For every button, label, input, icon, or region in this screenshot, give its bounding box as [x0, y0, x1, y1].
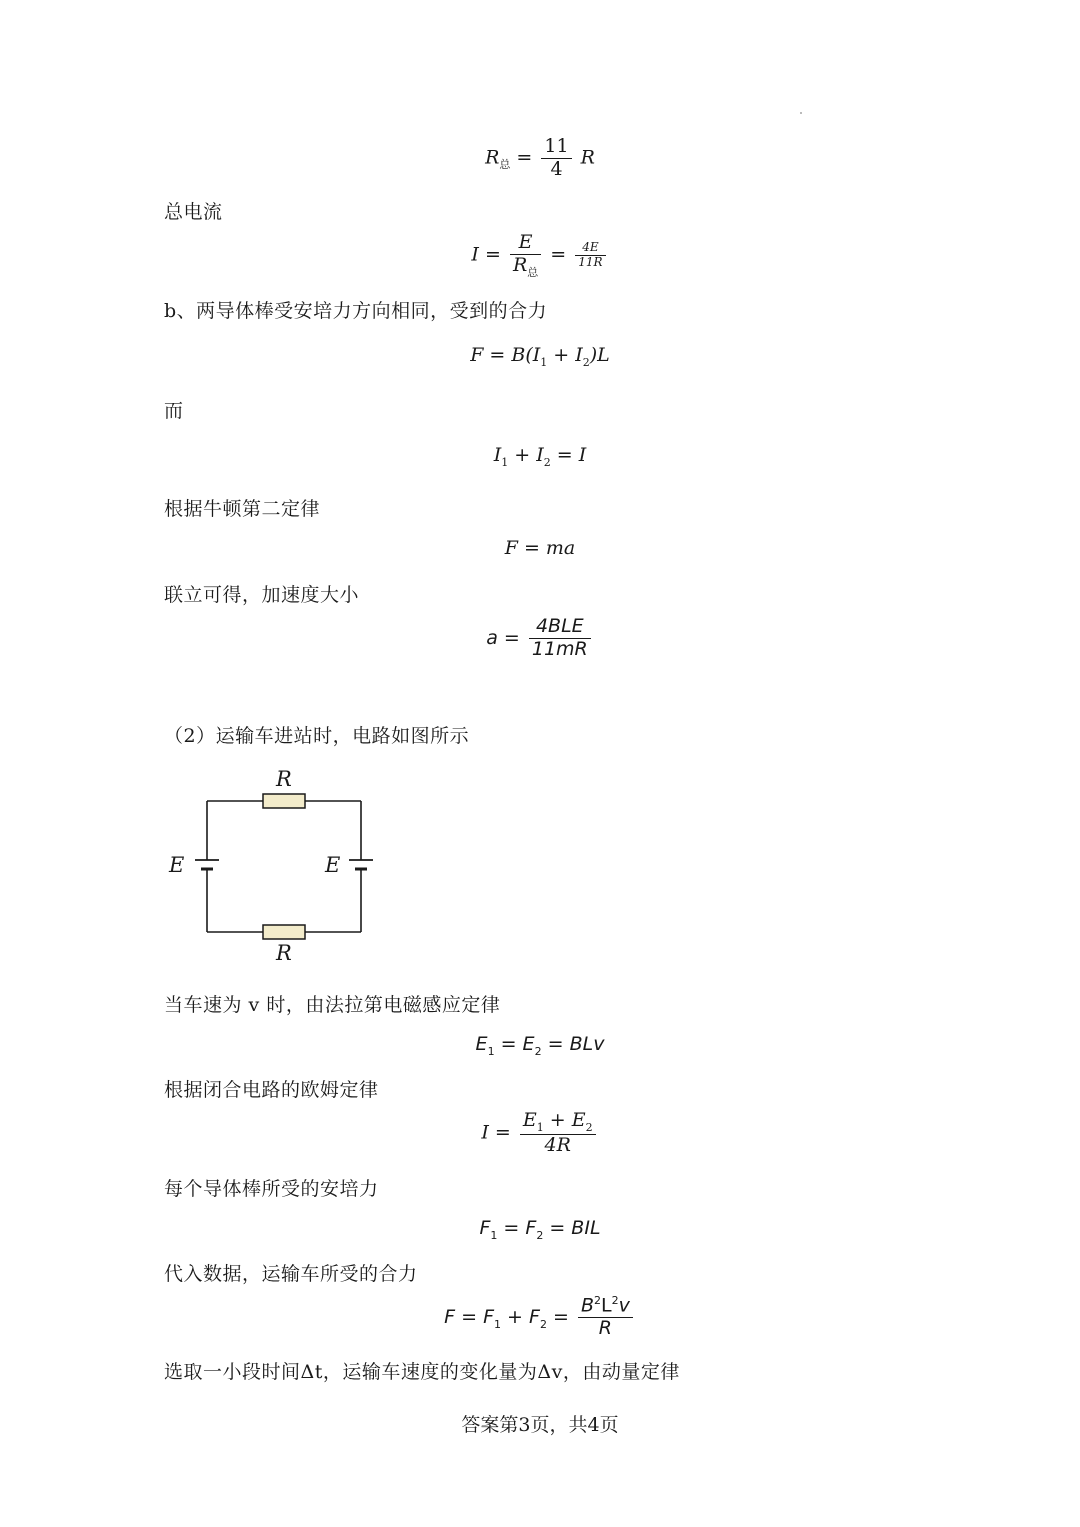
eq-newton: F = ma: [504, 537, 576, 559]
text-acceleration: 联立可得，加速度大小: [164, 584, 360, 606]
text-newton: 根据牛顿第二定律: [164, 498, 321, 520]
text-substitute: 代入数据，运输车所受的合力: [164, 1263, 418, 1285]
text-and: 而: [164, 400, 184, 422]
eq-current: I = $\frac{E}{R_总}$ = $\frac{4E}{11R}$: [0, 232, 1080, 279]
text-speed: 当车速为 v 时，由法拉第电磁感应定律: [164, 994, 501, 1016]
eq-acceleration: a = $\frac{\text{4BLE}}{11mR}$: [0, 616, 1080, 661]
page-footer: 答案第3页，共4页: [461, 1414, 619, 1436]
resistor-bottom: [263, 925, 305, 939]
speck: [800, 112, 802, 114]
eq-total-resistance: $R_总$ = $\frac{11}{4}$ R: [485, 135, 595, 180]
text-momentum: 选取一小段时间Δt，运输车速度的变化量为Δv，由动量定律: [164, 1361, 680, 1383]
label-e-left: E: [169, 853, 185, 877]
text-ampere-force: 每个导体棒所受的安培力: [164, 1178, 379, 1200]
eq-ampere-force: $F_1 = F_2$ = BIL: [479, 1217, 601, 1242]
text-ohm: 根据闭合电路的欧姆定律: [164, 1079, 379, 1101]
eq-resultant-force: $F = B(I_1 + I_2)L$: [470, 344, 610, 369]
circuit-diagram: [160, 762, 400, 972]
label-r-top: R: [276, 767, 292, 791]
eq-total-force: $F = F_1 + F_2$ = $\frac{B^2L^2v}{R}$: [0, 1295, 1080, 1340]
eq-current-sum: $I_1 + I_2 = I$: [493, 444, 587, 469]
eq-current-2: I = $\frac{E_1 + E_2}{4R}$: [0, 1110, 1080, 1157]
label-e-right: E: [325, 853, 341, 877]
text-force-direction: b、两导体棒受安培力方向相同，受到的合力: [164, 300, 548, 322]
eq-emf: $E_1 = E_2$ = BLv: [475, 1033, 605, 1058]
label-r-bottom: R: [276, 941, 292, 965]
battery-right: [349, 860, 373, 869]
text-part-2: （2）运输车进站时，电路如图所示: [164, 725, 470, 747]
text-total-current: 总电流: [164, 201, 223, 223]
battery-left: [195, 860, 219, 869]
resistor-top: [263, 794, 305, 808]
